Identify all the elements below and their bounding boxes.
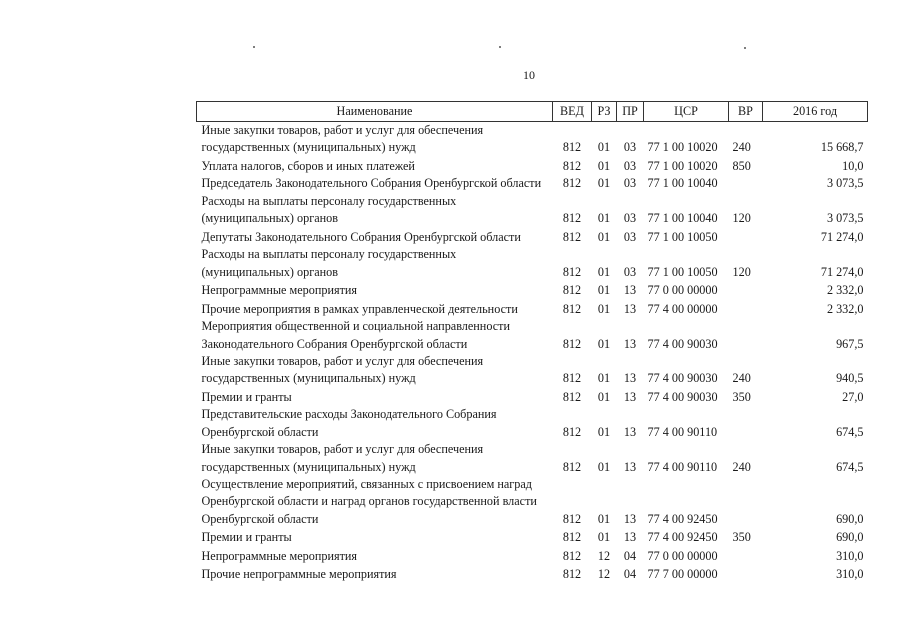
cell-sum: 3 073,5: [826, 211, 864, 226]
cell-sum: 674,5: [836, 459, 864, 474]
cell-rz: 01: [597, 301, 611, 316]
cell-rz: 01: [597, 530, 611, 545]
table-row: [197, 565, 868, 584]
cell-sum: 940,5: [836, 371, 864, 386]
cell-rz: 01: [597, 211, 611, 226]
table-row: [197, 300, 868, 319]
table-row: [197, 246, 868, 281]
cell-pr: 04: [623, 567, 637, 582]
cell-rz: 12: [597, 548, 611, 563]
header-pr: ПР: [617, 102, 644, 122]
cell-rz: 01: [597, 511, 611, 526]
cell-csr: 77 1 00 10050: [647, 264, 718, 279]
table-row: [197, 476, 868, 528]
cell-vr: [729, 565, 763, 584]
table-row: [197, 122, 868, 157]
cell-ved: 812: [562, 211, 582, 226]
header-rz: РЗ: [592, 102, 617, 122]
cell-pr: 13: [623, 511, 637, 526]
cell-name: Премии и гранты: [201, 389, 292, 404]
cell-name: Председатель Законодательного Собрания Оренбургской области: [201, 176, 542, 191]
cell-sum: 674,5: [836, 424, 864, 439]
cell-sum: 690,0: [836, 511, 864, 526]
cell-sum: 310,0: [836, 567, 864, 582]
cell-csr: 77 4 00 90030: [647, 336, 718, 351]
cell-name: Непрограммные мероприятия: [201, 283, 358, 298]
cell-pr: 03: [623, 211, 637, 226]
header-name: Наименование: [197, 102, 553, 122]
cell-ved: 812: [562, 140, 582, 155]
scan-speck: [499, 46, 501, 48]
cell-rz: 01: [597, 229, 611, 244]
cell-pr: 03: [623, 176, 637, 191]
table-row: [197, 353, 868, 388]
cell-ved: 812: [562, 336, 582, 351]
cell-vr: [729, 228, 763, 247]
cell-name: Премии и гранты: [201, 530, 292, 545]
cell-csr: 77 0 00 00000: [647, 283, 718, 298]
cell-sum: 310,0: [836, 548, 864, 563]
cell-pr: 13: [623, 371, 637, 386]
cell-sum: 3 073,5: [826, 176, 864, 191]
header-ved: ВЕД: [553, 102, 592, 122]
cell-name: Непрограммные мероприятия: [201, 548, 358, 563]
cell-rz: 01: [597, 459, 611, 474]
cell-sum: 27,0: [842, 389, 864, 404]
cell-name: Депутаты Законодательного Собрания Оренбургской области: [201, 229, 521, 244]
cell-rz: 12: [597, 567, 611, 582]
cell-ved: 812: [562, 229, 582, 244]
cell-rz: 01: [597, 176, 611, 191]
cell-pr: 13: [623, 283, 637, 298]
cell-csr: 77 0 00 00000: [647, 548, 718, 563]
cell-ved: 812: [562, 158, 582, 173]
table-row: [197, 388, 868, 407]
cell-rz: 01: [597, 336, 611, 351]
cell-vr: [729, 175, 763, 192]
cell-vr: [729, 476, 763, 528]
cell-rz: 01: [597, 424, 611, 439]
cell-ved: 812: [562, 424, 582, 439]
cell-pr: 03: [623, 264, 637, 279]
cell-pr: 13: [623, 459, 637, 474]
cell-name: Иные закупки товаров, работ и услуг для обеспечения государственных (муниципальных) нужд: [201, 442, 484, 474]
cell-name: Прочие непрограммные мероприятия: [201, 567, 397, 582]
cell-sum: 10,0: [842, 158, 864, 173]
cell-ved: 812: [562, 264, 582, 279]
cell-vr: 350: [732, 530, 751, 545]
cell-ved: 812: [562, 567, 582, 582]
cell-csr: 77 7 00 00000: [647, 567, 718, 582]
cell-ved: 812: [562, 548, 582, 563]
cell-rz: 01: [597, 389, 611, 404]
cell-rz: 01: [597, 158, 611, 173]
cell-pr: 03: [623, 140, 637, 155]
table-row: [197, 175, 868, 192]
cell-csr: 77 4 00 90110: [647, 424, 718, 439]
header-csr: ЦСР: [644, 102, 729, 122]
cell-csr: 77 4 00 90030: [647, 389, 718, 404]
table-row: [197, 318, 868, 353]
table-row: [197, 157, 868, 176]
cell-pr: 13: [623, 530, 637, 545]
cell-sum: 2 332,0: [826, 301, 864, 316]
header-vr: ВР: [729, 102, 763, 122]
table-row: [197, 281, 868, 300]
cell-csr: 77 4 00 00000: [647, 301, 718, 316]
cell-vr: 240: [732, 371, 751, 386]
cell-vr: [729, 300, 763, 319]
cell-pr: 13: [623, 336, 637, 351]
cell-name: Мероприятия общественной и социальной направленности Законодательного Собрания Оренбургской области: [201, 319, 510, 351]
cell-pr: 04: [623, 548, 637, 563]
cell-csr: 77 1 00 10020: [647, 158, 718, 173]
cell-sum: 690,0: [836, 530, 864, 545]
cell-name: Осуществление мероприятий, связанных с присвоением наград Оренбургской области и наград органов государственной власти Оренбургской области: [201, 477, 537, 526]
cell-csr: 77 4 00 92450: [647, 511, 718, 526]
table-row: [197, 528, 868, 547]
cell-name: Расходы на выплаты персоналу государственных (муниципальных) органов: [201, 247, 457, 279]
table-body: [197, 122, 868, 585]
cell-sum: 2 332,0: [826, 283, 864, 298]
cell-csr: 77 1 00 10050: [647, 229, 718, 244]
cell-csr: 77 1 00 10040: [647, 211, 718, 226]
cell-pr: 03: [623, 229, 637, 244]
cell-name: Иные закупки товаров, работ и услуг для обеспечения государственных (муниципальных) нужд: [201, 354, 484, 386]
cell-pr: 03: [623, 158, 637, 173]
cell-pr: 13: [623, 389, 637, 404]
cell-vr: 850: [732, 158, 751, 173]
scan-speck: [253, 46, 255, 48]
cell-vr: 350: [732, 389, 751, 404]
cell-vr: [729, 318, 763, 353]
cell-vr: 120: [732, 211, 751, 226]
cell-name: Прочие мероприятия в рамках управленческой деятельности: [201, 301, 518, 316]
cell-csr: 77 1 00 10020: [647, 140, 718, 155]
scan-speck: [744, 47, 746, 49]
cell-sum: 967,5: [836, 336, 864, 351]
table-row: [197, 193, 868, 228]
cell-ved: 812: [562, 301, 582, 316]
cell-csr: 77 1 00 10040: [647, 176, 718, 191]
table-row: [197, 228, 868, 247]
cell-sum: 15 668,7: [820, 140, 864, 155]
cell-rz: 01: [597, 371, 611, 386]
cell-ved: 812: [562, 389, 582, 404]
cell-rz: 01: [597, 140, 611, 155]
cell-vr: 120: [732, 264, 751, 279]
cell-sum: 71 274,0: [820, 264, 864, 279]
cell-rz: 01: [597, 264, 611, 279]
cell-pr: 13: [623, 301, 637, 316]
cell-ved: 812: [562, 371, 582, 386]
cell-ved: 812: [562, 283, 582, 298]
cell-name: Расходы на выплаты персоналу государственных (муниципальных) органов: [201, 193, 457, 226]
page-number: 10: [523, 68, 535, 82]
header-sum: 2016 год: [763, 102, 868, 122]
cell-csr: 77 4 00 90110: [647, 459, 718, 474]
cell-vr: [729, 547, 763, 566]
cell-csr: 77 4 00 92450: [647, 530, 718, 545]
table-row: [197, 441, 868, 476]
cell-ved: 812: [562, 459, 582, 474]
cell-rz: 01: [597, 283, 611, 298]
cell-pr: 13: [623, 424, 637, 439]
cell-vr: 240: [732, 140, 751, 155]
cell-sum: 71 274,0: [820, 229, 864, 244]
cell-ved: 812: [562, 511, 582, 526]
cell-ved: 812: [562, 176, 582, 191]
table-row: [197, 406, 868, 441]
table-header: [197, 102, 868, 122]
cell-name: Иные закупки товаров, работ и услуг для обеспечения государственных (муниципальных) нужд: [201, 123, 484, 155]
cell-name: Уплата налогов, сборов и иных платежей: [201, 158, 415, 173]
cell-vr: [729, 281, 763, 300]
cell-ved: 812: [562, 530, 582, 545]
cell-name: Представительские расходы Законодательного Собрания Оренбургской области: [201, 407, 497, 439]
table-row: [197, 547, 868, 566]
budget-table: [196, 101, 868, 584]
cell-vr: [729, 406, 763, 441]
cell-csr: 77 4 00 90030: [647, 371, 718, 386]
cell-vr: 240: [732, 459, 751, 474]
